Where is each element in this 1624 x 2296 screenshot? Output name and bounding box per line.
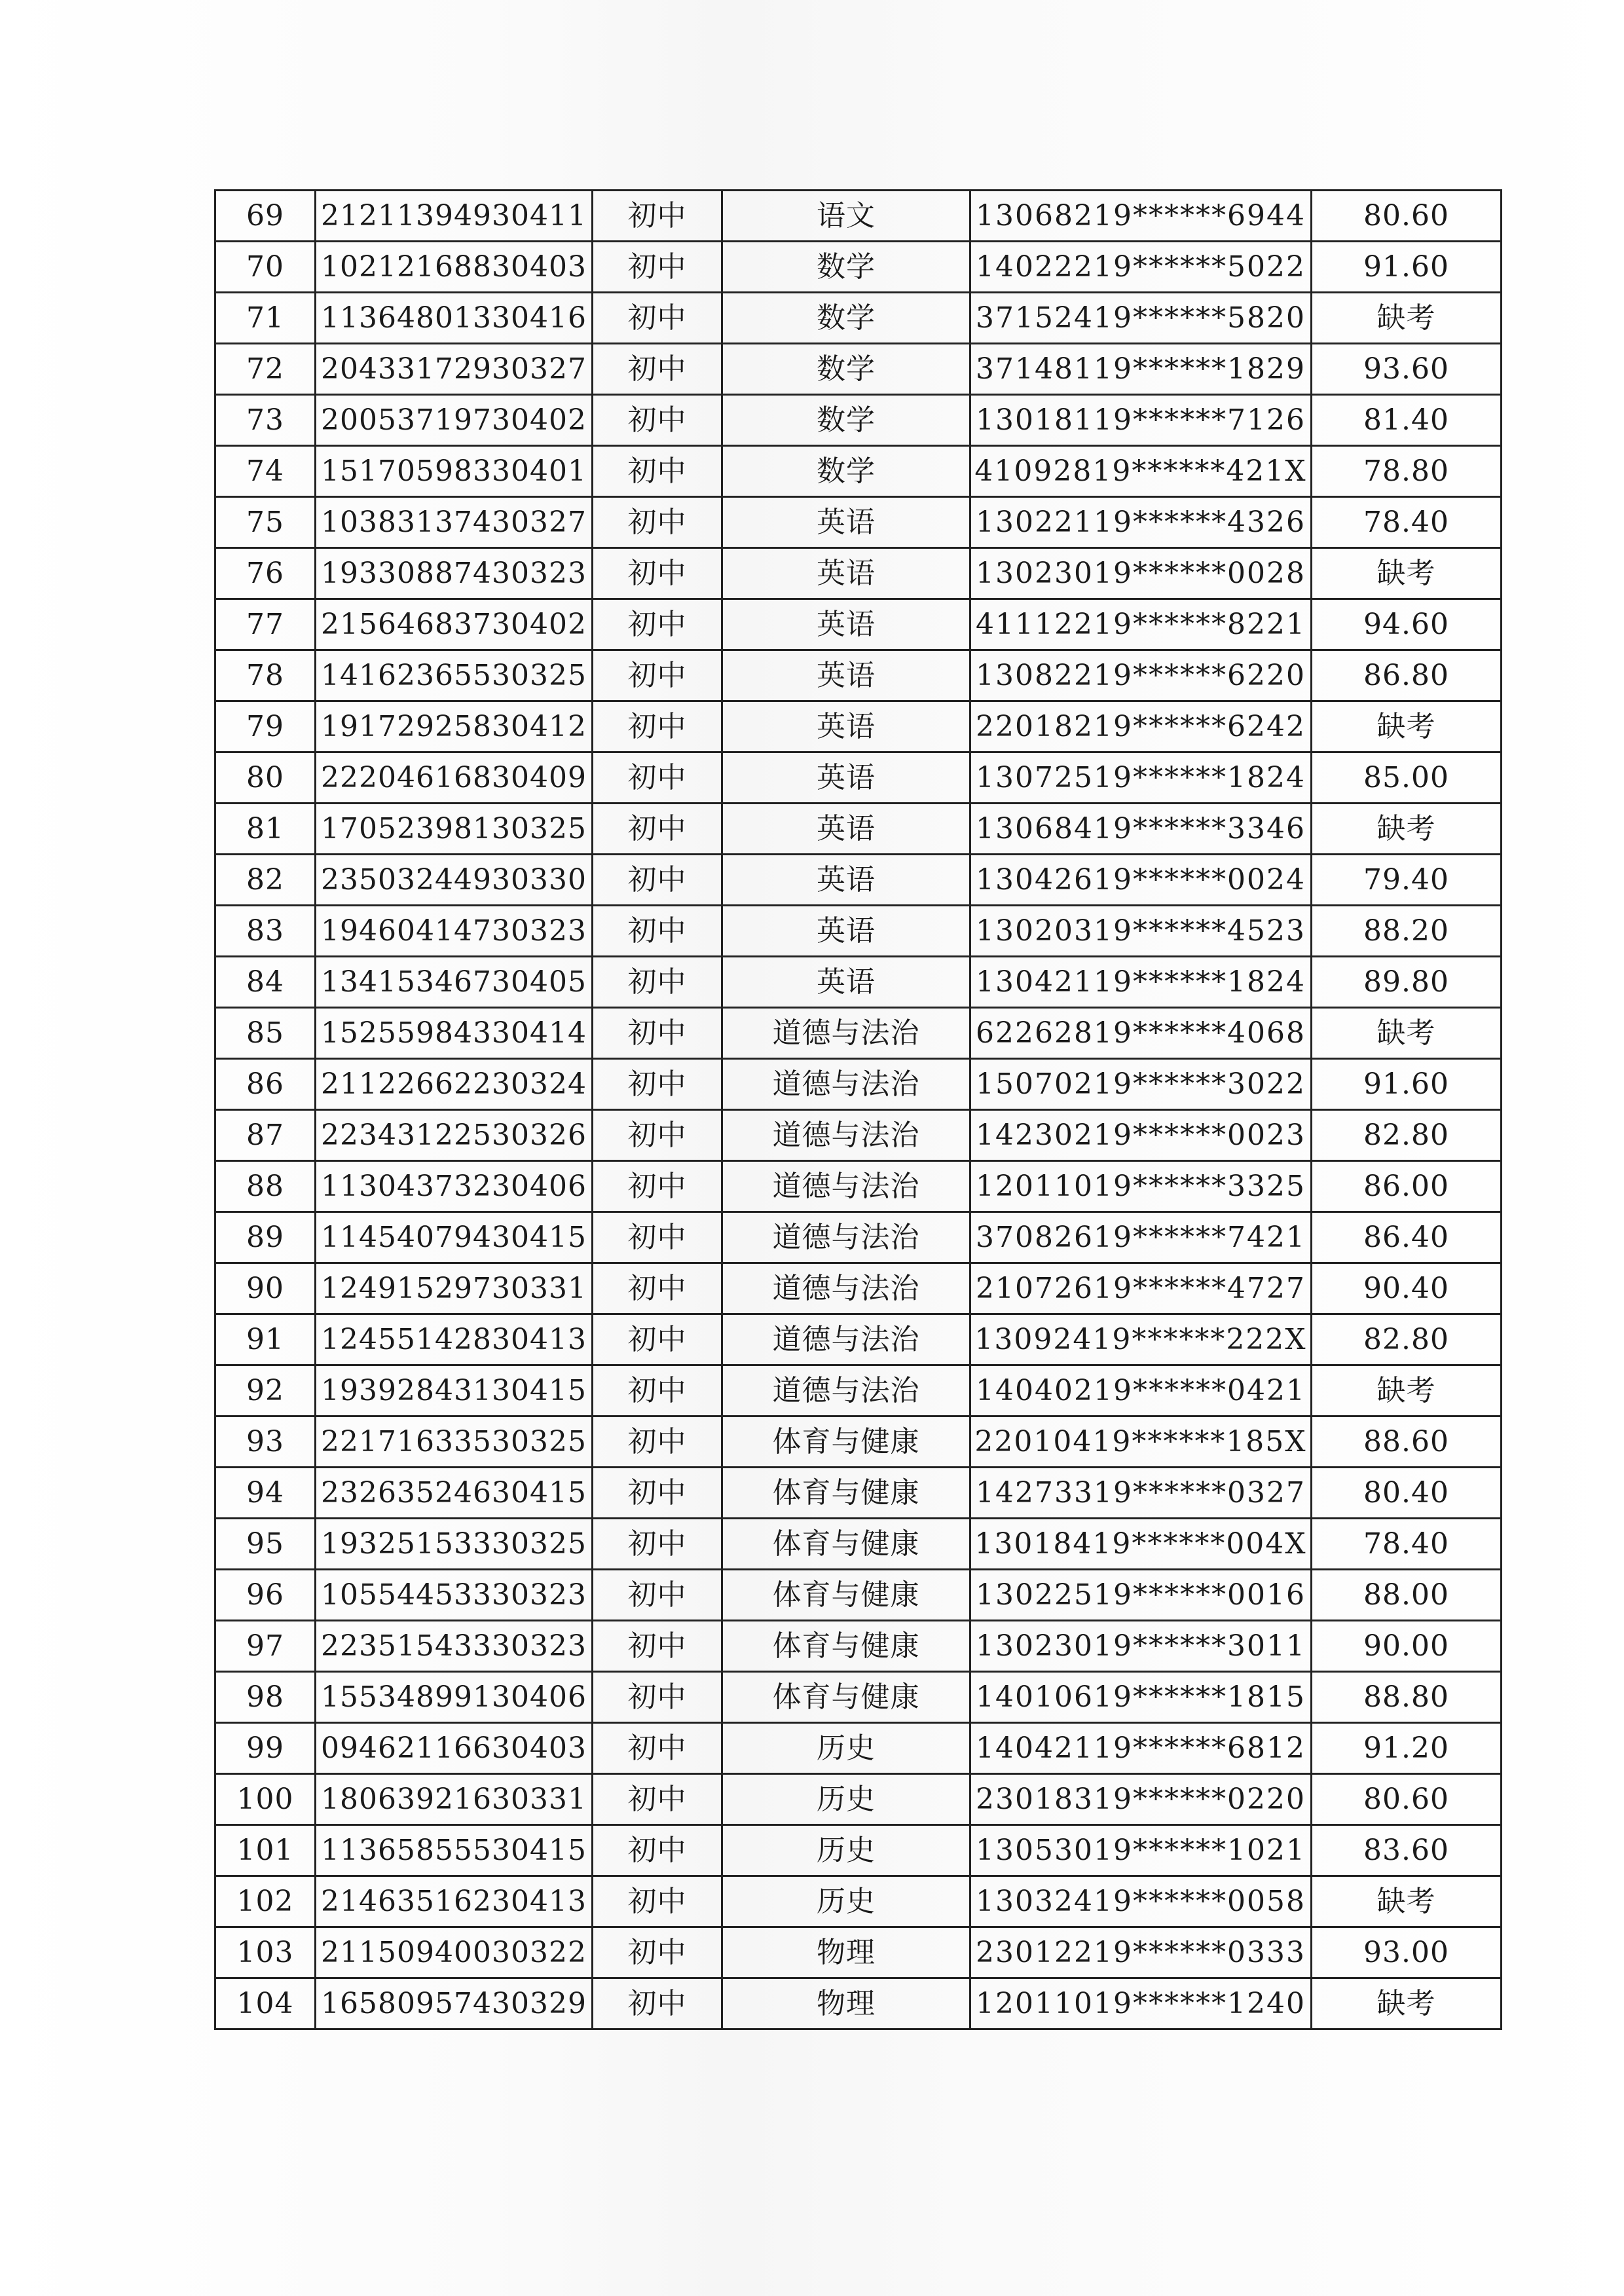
cell-id-number: 37152419******5820 xyxy=(970,293,1312,344)
cell-exam-number: 14162365530325 xyxy=(316,650,593,701)
cell-id-number: 14273319******0327 xyxy=(970,1468,1312,1519)
cell-school-level: 初中 xyxy=(593,1876,722,1927)
cell-id-number: 23018319******0220 xyxy=(970,1774,1312,1825)
cell-subject: 道德与法治 xyxy=(722,1212,970,1263)
table-row xyxy=(215,1570,1502,1621)
cell-score: 79.40 xyxy=(1312,855,1502,906)
cell-row-number: 103 xyxy=(215,1927,316,1978)
cell-school-level: 初中 xyxy=(593,599,722,650)
cell-row-number: 82 xyxy=(215,855,316,906)
cell-exam-number: 12455142830413 xyxy=(316,1314,593,1365)
cell-row-number: 81 xyxy=(215,804,316,855)
cell-id-number: 13022519******0016 xyxy=(970,1570,1312,1621)
cell-score: 81.40 xyxy=(1312,395,1502,446)
cell-subject: 数学 xyxy=(722,446,970,497)
cell-score: 缺考 xyxy=(1312,804,1502,855)
cell-id-number: 13053019******1021 xyxy=(970,1825,1312,1876)
cell-subject: 英语 xyxy=(722,701,970,752)
cell-school-level: 初中 xyxy=(593,752,722,804)
cell-school-level: 初中 xyxy=(593,293,722,344)
table-row xyxy=(215,395,1502,446)
cell-score: 90.40 xyxy=(1312,1263,1502,1314)
cell-exam-number: 19325153330325 xyxy=(316,1519,593,1570)
cell-id-number: 15070219******3022 xyxy=(970,1059,1312,1110)
cell-exam-number: 22343122530326 xyxy=(316,1110,593,1161)
cell-subject: 英语 xyxy=(722,548,970,599)
cell-score: 89.80 xyxy=(1312,957,1502,1008)
cell-row-number: 71 xyxy=(215,293,316,344)
cell-id-number: 13022119******4326 xyxy=(970,497,1312,548)
cell-school-level: 初中 xyxy=(593,446,722,497)
cell-school-level: 初中 xyxy=(593,191,722,242)
table-row xyxy=(215,752,1502,804)
cell-id-number: 12011019******1240 xyxy=(970,1978,1312,2029)
table-row xyxy=(215,906,1502,957)
cell-row-number: 80 xyxy=(215,752,316,804)
table-row xyxy=(215,1621,1502,1672)
cell-score: 86.40 xyxy=(1312,1212,1502,1263)
cell-school-level: 初中 xyxy=(593,1672,722,1723)
cell-subject: 体育与健康 xyxy=(722,1621,970,1672)
cell-id-number: 13042119******1824 xyxy=(970,957,1312,1008)
cell-row-number: 72 xyxy=(215,344,316,395)
cell-exam-number: 10212168830403 xyxy=(316,242,593,293)
cell-row-number: 104 xyxy=(215,1978,316,2029)
cell-exam-number: 21564683730402 xyxy=(316,599,593,650)
cell-exam-number: 21211394930411 xyxy=(316,191,593,242)
cell-school-level: 初中 xyxy=(593,1621,722,1672)
cell-school-level: 初中 xyxy=(593,1723,722,1774)
cell-subject: 道德与法治 xyxy=(722,1008,970,1059)
cell-school-level: 初中 xyxy=(593,906,722,957)
cell-score: 86.80 xyxy=(1312,650,1502,701)
cell-exam-number: 10383137430327 xyxy=(316,497,593,548)
score-table xyxy=(214,189,1502,2030)
table-row xyxy=(215,1161,1502,1212)
table-row xyxy=(215,1774,1502,1825)
cell-subject: 英语 xyxy=(722,752,970,804)
cell-score: 缺考 xyxy=(1312,293,1502,344)
cell-row-number: 76 xyxy=(215,548,316,599)
cell-subject: 体育与健康 xyxy=(722,1672,970,1723)
cell-subject: 英语 xyxy=(722,650,970,701)
cell-score: 83.60 xyxy=(1312,1825,1502,1876)
table-row xyxy=(215,1416,1502,1468)
cell-score: 88.00 xyxy=(1312,1570,1502,1621)
cell-row-number: 97 xyxy=(215,1621,316,1672)
cell-exam-number: 13415346730405 xyxy=(316,957,593,1008)
cell-score: 缺考 xyxy=(1312,1978,1502,2029)
cell-exam-number: 15534899130406 xyxy=(316,1672,593,1723)
cell-school-level: 初中 xyxy=(593,1110,722,1161)
cell-row-number: 70 xyxy=(215,242,316,293)
cell-exam-number: 20433172930327 xyxy=(316,344,593,395)
cell-exam-number: 21122662230324 xyxy=(316,1059,593,1110)
cell-id-number: 21072619******4727 xyxy=(970,1263,1312,1314)
cell-row-number: 85 xyxy=(215,1008,316,1059)
cell-subject: 体育与健康 xyxy=(722,1468,970,1519)
cell-row-number: 87 xyxy=(215,1110,316,1161)
cell-school-level: 初中 xyxy=(593,1059,722,1110)
cell-row-number: 69 xyxy=(215,191,316,242)
cell-score: 93.00 xyxy=(1312,1927,1502,1978)
cell-school-level: 初中 xyxy=(593,497,722,548)
table-row xyxy=(215,1876,1502,1927)
cell-school-level: 初中 xyxy=(593,804,722,855)
cell-subject: 体育与健康 xyxy=(722,1570,970,1621)
cell-id-number: 13018119******7126 xyxy=(970,395,1312,446)
cell-score: 78.40 xyxy=(1312,497,1502,548)
cell-exam-number: 19172925830412 xyxy=(316,701,593,752)
cell-exam-number: 20053719730402 xyxy=(316,395,593,446)
table-row xyxy=(215,650,1502,701)
cell-exam-number: 19392843130415 xyxy=(316,1365,593,1416)
cell-score: 93.60 xyxy=(1312,344,1502,395)
cell-exam-number: 22204616830409 xyxy=(316,752,593,804)
cell-subject: 英语 xyxy=(722,804,970,855)
cell-row-number: 92 xyxy=(215,1365,316,1416)
cell-school-level: 初中 xyxy=(593,1314,722,1365)
table-row xyxy=(215,446,1502,497)
table-row xyxy=(215,1672,1502,1723)
cell-id-number: 14022219******5022 xyxy=(970,242,1312,293)
cell-row-number: 73 xyxy=(215,395,316,446)
cell-row-number: 88 xyxy=(215,1161,316,1212)
cell-exam-number: 23263524630415 xyxy=(316,1468,593,1519)
cell-row-number: 93 xyxy=(215,1416,316,1468)
cell-subject: 体育与健康 xyxy=(722,1416,970,1468)
cell-school-level: 初中 xyxy=(593,242,722,293)
cell-subject: 数学 xyxy=(722,395,970,446)
cell-school-level: 初中 xyxy=(593,1161,722,1212)
cell-subject: 英语 xyxy=(722,855,970,906)
cell-subject: 语文 xyxy=(722,191,970,242)
cell-score: 缺考 xyxy=(1312,1876,1502,1927)
cell-row-number: 89 xyxy=(215,1212,316,1263)
cell-row-number: 74 xyxy=(215,446,316,497)
cell-row-number: 96 xyxy=(215,1570,316,1621)
cell-subject: 数学 xyxy=(722,344,970,395)
score-table-body xyxy=(215,191,1502,2029)
cell-exam-number: 11454079430415 xyxy=(316,1212,593,1263)
cell-exam-number: 19330887430323 xyxy=(316,548,593,599)
cell-id-number: 14010619******1815 xyxy=(970,1672,1312,1723)
cell-id-number: 13032419******0058 xyxy=(970,1876,1312,1927)
cell-id-number: 13023019******0028 xyxy=(970,548,1312,599)
cell-row-number: 99 xyxy=(215,1723,316,1774)
cell-subject: 历史 xyxy=(722,1876,970,1927)
cell-subject: 英语 xyxy=(722,599,970,650)
cell-id-number: 13068419******3346 xyxy=(970,804,1312,855)
table-row xyxy=(215,548,1502,599)
cell-subject: 数学 xyxy=(722,293,970,344)
cell-id-number: 22010419******185X xyxy=(970,1416,1312,1468)
cell-row-number: 77 xyxy=(215,599,316,650)
cell-subject: 英语 xyxy=(722,957,970,1008)
cell-row-number: 102 xyxy=(215,1876,316,1927)
cell-score: 82.80 xyxy=(1312,1110,1502,1161)
cell-subject: 道德与法治 xyxy=(722,1263,970,1314)
cell-exam-number: 12491529730331 xyxy=(316,1263,593,1314)
cell-id-number: 12011019******3325 xyxy=(970,1161,1312,1212)
cell-exam-number: 22171633530325 xyxy=(316,1416,593,1468)
cell-subject: 道德与法治 xyxy=(722,1314,970,1365)
cell-school-level: 初中 xyxy=(593,1519,722,1570)
cell-row-number: 84 xyxy=(215,957,316,1008)
cell-exam-number: 23503244930330 xyxy=(316,855,593,906)
cell-row-number: 78 xyxy=(215,650,316,701)
cell-subject: 历史 xyxy=(722,1723,970,1774)
cell-score: 88.80 xyxy=(1312,1672,1502,1723)
table-row xyxy=(215,855,1502,906)
cell-id-number: 13042619******0024 xyxy=(970,855,1312,906)
cell-score: 80.40 xyxy=(1312,1468,1502,1519)
cell-school-level: 初中 xyxy=(593,1825,722,1876)
cell-score: 82.80 xyxy=(1312,1314,1502,1365)
cell-exam-number: 11364801330416 xyxy=(316,293,593,344)
table-row xyxy=(215,1468,1502,1519)
cell-id-number: 22018219******6242 xyxy=(970,701,1312,752)
cell-subject: 体育与健康 xyxy=(722,1519,970,1570)
cell-id-number: 13068219******6944 xyxy=(970,191,1312,242)
cell-id-number: 37148119******1829 xyxy=(970,344,1312,395)
cell-subject: 物理 xyxy=(722,1978,970,2029)
cell-row-number: 90 xyxy=(215,1263,316,1314)
cell-school-level: 初中 xyxy=(593,701,722,752)
cell-id-number: 13020319******4523 xyxy=(970,906,1312,957)
table-row xyxy=(215,191,1502,242)
cell-id-number: 23012219******0333 xyxy=(970,1927,1312,1978)
cell-school-level: 初中 xyxy=(593,1927,722,1978)
cell-exam-number: 22351543330323 xyxy=(316,1621,593,1672)
cell-score: 缺考 xyxy=(1312,548,1502,599)
cell-school-level: 初中 xyxy=(593,1468,722,1519)
table-row xyxy=(215,1314,1502,1365)
cell-school-level: 初中 xyxy=(593,1416,722,1468)
cell-id-number: 13023019******3011 xyxy=(970,1621,1312,1672)
table-row xyxy=(215,1519,1502,1570)
cell-id-number: 41112219******8221 xyxy=(970,599,1312,650)
cell-row-number: 79 xyxy=(215,701,316,752)
table-row xyxy=(215,1110,1502,1161)
table-row xyxy=(215,344,1502,395)
cell-school-level: 初中 xyxy=(593,395,722,446)
cell-subject: 道德与法治 xyxy=(722,1161,970,1212)
table-row xyxy=(215,1008,1502,1059)
cell-row-number: 83 xyxy=(215,906,316,957)
cell-score: 86.00 xyxy=(1312,1161,1502,1212)
cell-exam-number: 21150940030322 xyxy=(316,1927,593,1978)
cell-score: 缺考 xyxy=(1312,701,1502,752)
cell-school-level: 初中 xyxy=(593,548,722,599)
cell-exam-number: 11304373230406 xyxy=(316,1161,593,1212)
table-row xyxy=(215,242,1502,293)
cell-score: 缺考 xyxy=(1312,1365,1502,1416)
cell-id-number: 14040219******0421 xyxy=(970,1365,1312,1416)
cell-score: 90.00 xyxy=(1312,1621,1502,1672)
table-row xyxy=(215,1978,1502,2029)
cell-id-number: 14042119******6812 xyxy=(970,1723,1312,1774)
cell-subject: 英语 xyxy=(722,497,970,548)
cell-score: 78.40 xyxy=(1312,1519,1502,1570)
cell-score: 91.60 xyxy=(1312,242,1502,293)
table-row xyxy=(215,599,1502,650)
cell-school-level: 初中 xyxy=(593,650,722,701)
cell-row-number: 95 xyxy=(215,1519,316,1570)
cell-id-number: 14230219******0023 xyxy=(970,1110,1312,1161)
table-row xyxy=(215,1212,1502,1263)
cell-exam-number: 17052398130325 xyxy=(316,804,593,855)
cell-id-number: 13082219******6220 xyxy=(970,650,1312,701)
cell-id-number: 13092419******222X xyxy=(970,1314,1312,1365)
cell-score: 88.60 xyxy=(1312,1416,1502,1468)
cell-school-level: 初中 xyxy=(593,1365,722,1416)
cell-row-number: 98 xyxy=(215,1672,316,1723)
cell-id-number: 13072519******1824 xyxy=(970,752,1312,804)
cell-row-number: 101 xyxy=(215,1825,316,1876)
cell-subject: 道德与法治 xyxy=(722,1059,970,1110)
cell-row-number: 100 xyxy=(215,1774,316,1825)
cell-exam-number: 15170598330401 xyxy=(316,446,593,497)
cell-score: 94.60 xyxy=(1312,599,1502,650)
table-row xyxy=(215,1263,1502,1314)
cell-school-level: 初中 xyxy=(593,1008,722,1059)
cell-row-number: 75 xyxy=(215,497,316,548)
cell-exam-number: 15255984330414 xyxy=(316,1008,593,1059)
cell-exam-number: 19460414730323 xyxy=(316,906,593,957)
cell-id-number: 62262819******4068 xyxy=(970,1008,1312,1059)
table-row xyxy=(215,1927,1502,1978)
cell-score: 缺考 xyxy=(1312,1008,1502,1059)
cell-school-level: 初中 xyxy=(593,855,722,906)
cell-score: 80.60 xyxy=(1312,1774,1502,1825)
table-row xyxy=(215,497,1502,548)
cell-school-level: 初中 xyxy=(593,1212,722,1263)
cell-subject: 英语 xyxy=(722,906,970,957)
cell-subject: 历史 xyxy=(722,1825,970,1876)
table-row xyxy=(215,804,1502,855)
cell-exam-number: 11365855530415 xyxy=(316,1825,593,1876)
cell-score: 88.20 xyxy=(1312,906,1502,957)
cell-row-number: 86 xyxy=(215,1059,316,1110)
cell-school-level: 初中 xyxy=(593,1263,722,1314)
cell-exam-number: 18063921630331 xyxy=(316,1774,593,1825)
table-row xyxy=(215,293,1502,344)
table-row xyxy=(215,701,1502,752)
cell-exam-number: 09462116630403 xyxy=(316,1723,593,1774)
cell-score: 91.20 xyxy=(1312,1723,1502,1774)
cell-subject: 数学 xyxy=(722,242,970,293)
table-row xyxy=(215,1825,1502,1876)
cell-row-number: 91 xyxy=(215,1314,316,1365)
cell-school-level: 初中 xyxy=(593,957,722,1008)
cell-score: 91.60 xyxy=(1312,1059,1502,1110)
table-row xyxy=(215,1723,1502,1774)
cell-subject: 历史 xyxy=(722,1774,970,1825)
table-row xyxy=(215,1059,1502,1110)
cell-school-level: 初中 xyxy=(593,344,722,395)
cell-score: 78.80 xyxy=(1312,446,1502,497)
cell-score: 80.60 xyxy=(1312,191,1502,242)
cell-school-level: 初中 xyxy=(593,1774,722,1825)
cell-exam-number: 21463516230413 xyxy=(316,1876,593,1927)
cell-subject: 道德与法治 xyxy=(722,1110,970,1161)
cell-exam-number: 16580957430329 xyxy=(316,1978,593,2029)
cell-id-number: 41092819******421X xyxy=(970,446,1312,497)
cell-school-level: 初中 xyxy=(593,1570,722,1621)
cell-id-number: 13018419******004X xyxy=(970,1519,1312,1570)
cell-id-number: 37082619******7421 xyxy=(970,1212,1312,1263)
cell-exam-number: 10554453330323 xyxy=(316,1570,593,1621)
cell-subject: 道德与法治 xyxy=(722,1365,970,1416)
cell-row-number: 94 xyxy=(215,1468,316,1519)
cell-subject: 物理 xyxy=(722,1927,970,1978)
table-row xyxy=(215,957,1502,1008)
table-row xyxy=(215,1365,1502,1416)
cell-score: 85.00 xyxy=(1312,752,1502,804)
cell-school-level: 初中 xyxy=(593,1978,722,2029)
